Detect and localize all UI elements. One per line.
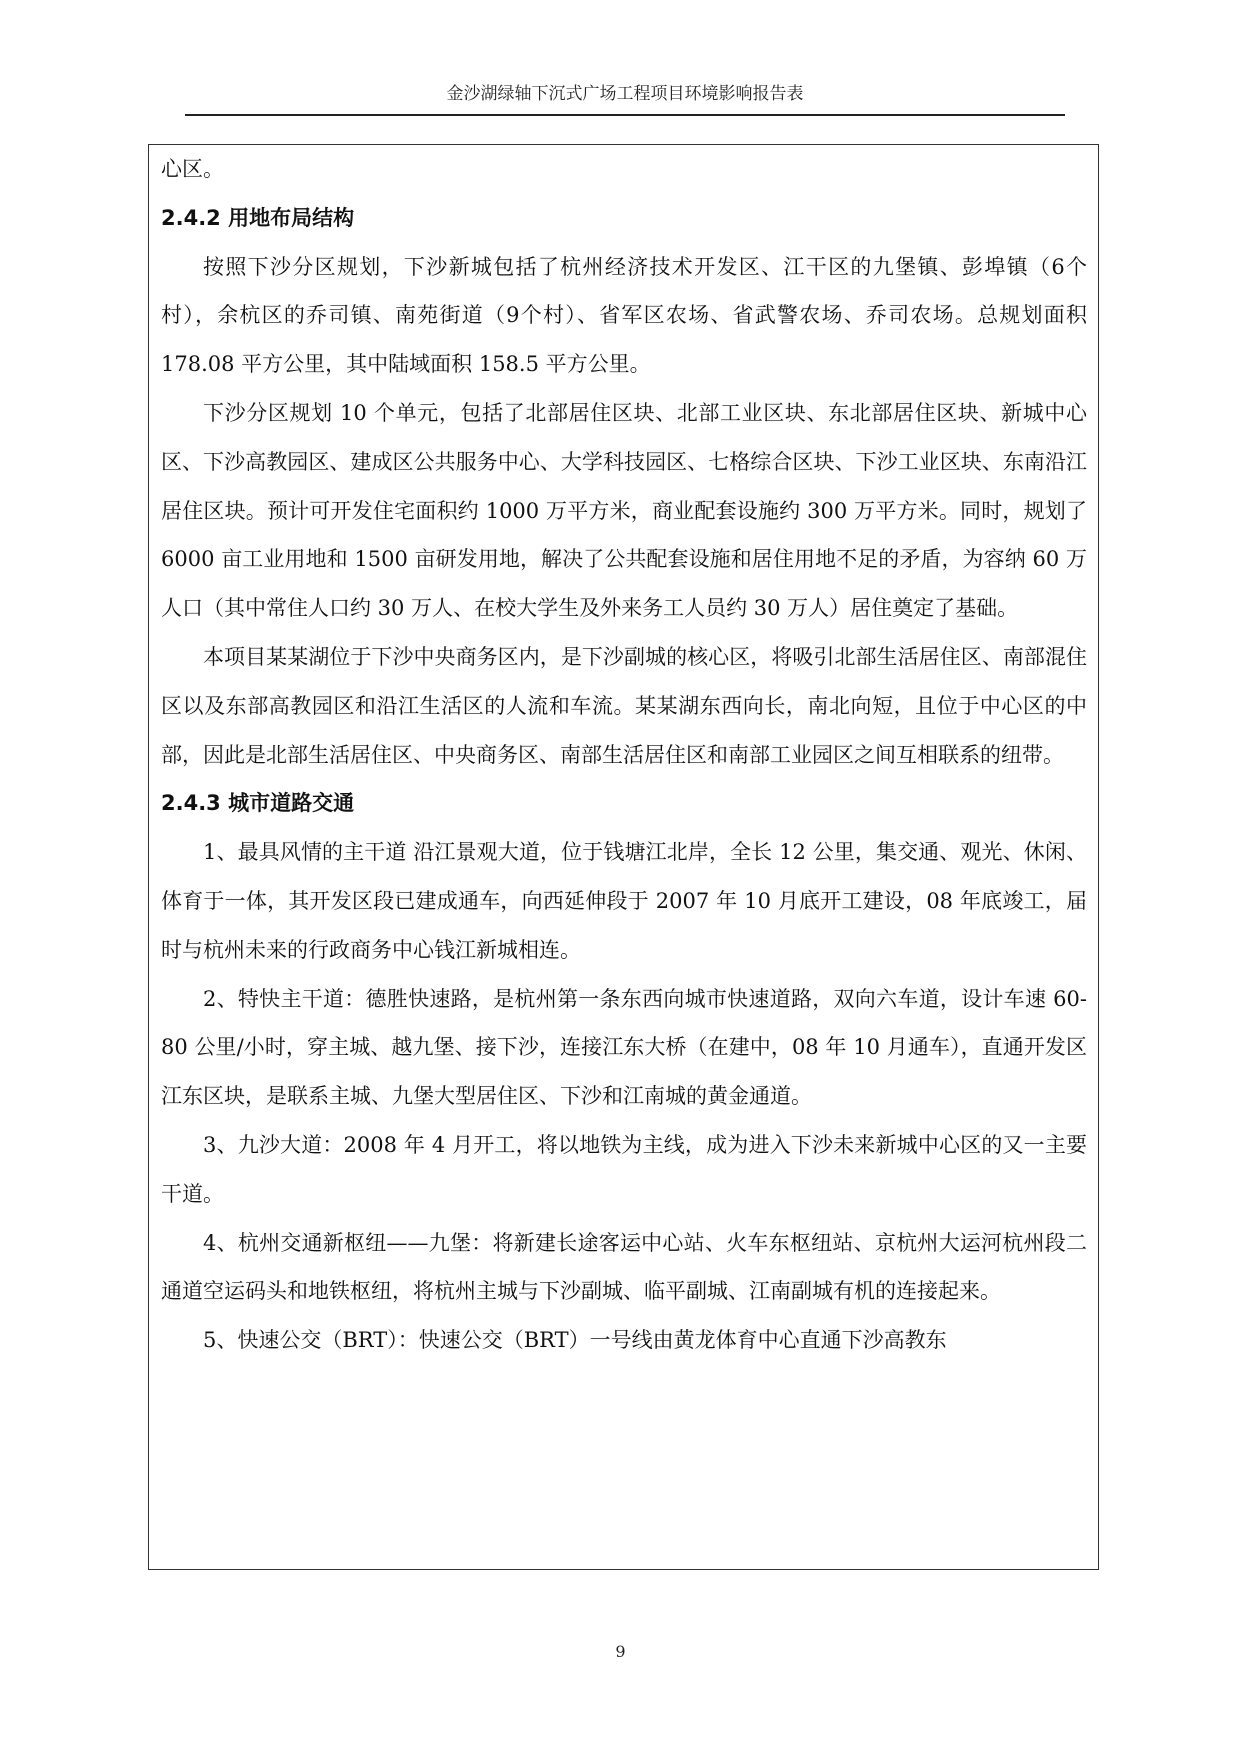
paragraph: 本项目某某湖位于下沙中央商务区内，是下沙副城的核心区，将吸引北部生活居住区、南部混住区以及东部高教园区和沿江生活区的人流和车流。某某湖东西向长，南北向短，且位于中心区的中部，因此是北部生活居住区、中央商务区、南部生活居住区和南部工业园区之间互相联系的纽带。 (161, 644, 1087, 767)
section-heading-land-layout: 2.4.2 用地布局结构 (161, 205, 355, 230)
content-body (161, 145, 1087, 1365)
paragraph: 3、九沙大道：2008 年 4 月开工，将以地铁为主线，成为进入下沙未来新城中心区的又一主要干道。 (161, 1132, 1087, 1206)
paragraph: 4、杭州交通新枢纽——九堡：将新建长途客运中心站、火车东枢纽站、京杭州大运河杭州段二通道空运码头和地铁枢纽，将杭州主城与下沙副城、临平副城、江南副城有机的连接起来。 (161, 1230, 1087, 1304)
page-number: 9 (615, 1642, 626, 1661)
content-frame (148, 144, 1099, 1570)
paragraph: 下沙分区规划 10 个单元，包括了北部居住区块、北部工业区块、东北部居住区块、新城中心区、下沙高教园区、建成区公共服务中心、大学科技园区、七格综合区块、下沙工业区块、东南沿江居住区块。预计可开发住宅面积约 1000 万平方米，商业配套设施约 300 万平方米。同时，规划了 6000 亩工业用地和 1500 亩研发用地，解决了公共配套设施和居住用地不足的矛盾，为容纳 60 万人口（其中常住人口约 30 万人、在校大学生及外来务工人员约 30 万人）居住奠定了基础。 (161, 400, 1087, 621)
paragraph: 1、最具风情的主干道 沿江景观大道，位于钱塘江北岸，全长 12 公里，集交通、观光、休闲、体育于一体，其开发区段已建成通车，向西延伸段于 2007 年 10 月底开工建设，08 年底竣工，届时与杭州未来的行政商务中心钱江新城相连。 (161, 840, 1087, 962)
section-heading-urban-traffic: 2.4.3 城市道路交通 (161, 791, 355, 816)
continuation-text: 心区。 (161, 157, 224, 181)
paragraph: 2、特快主干道：德胜快速路，是杭州第一条东西向城市快速道路，双向六车道，设计车速 60-80 公里/小时，穿主城、越九堡、接下沙，连接江东大桥（在建中，08 年 10 月通车），直通开发区江东区块，是联系主城、九堡大型居住区、下沙和江南城的黄金通道。 (161, 986, 1087, 1109)
header-divider (185, 114, 1065, 116)
paragraph: 5、快速公交（BRT）：快速公交（BRT）一号线由黄龙体育中心直通下沙高教东 (203, 1328, 947, 1353)
paragraph: 按照下沙分区规划，下沙新城包括了杭州经济技术开发区、江干区的九堡镇、彭埠镇（6个村），余杭区的乔司镇、南苑街道（9个村）、省军区农场、省武警农场、乔司农场。总规划面积 178.08 平方公里，其中陆域面积 158.5 平方公里。 (161, 254, 1087, 377)
page-header-title: 金沙湖绿轴下沉式广场工程项目环境影响报告表 (446, 84, 804, 104)
